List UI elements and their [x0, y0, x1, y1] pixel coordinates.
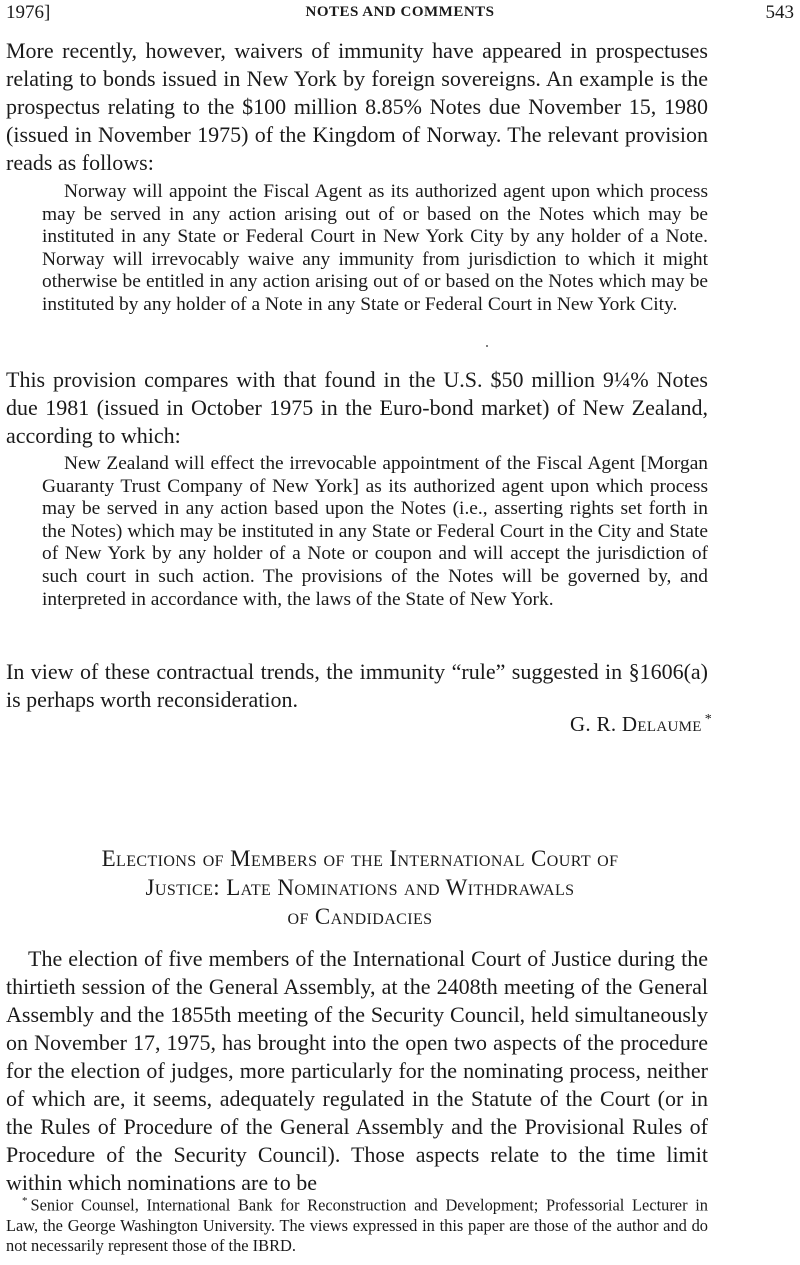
- author-signature: [570, 712, 712, 737]
- header-year: 1976]: [6, 2, 51, 23]
- section-title-line-1: Elections of Members of the International Court of: [101, 846, 619, 871]
- footnote-reference-mark: *: [704, 712, 712, 727]
- paragraph-new-zealand-comparison: This provision compares with that found in the U.S. $50 million 9¼% Notes due 1981 (issued in October 1975 in the Euro-bond market) of New Zealand, according to which:: [6, 367, 708, 448]
- quote-norway-provision: Norway will appoint the Fiscal Agent as its authorized agent upon which process may be served in any action arising out of or based on the Notes which may be instituted in any State or Federal Court in New York City by any holder of a Note. Norway will irrevocably waive any immunity from jurisdiction to which it might otherwise be entitled in any action arising out of or based on the Notes which may be instituted by any holder of a Note in any State or Federal Court in New York City.: [42, 181, 708, 315]
- section-title-line-2: Justice: Late Nominations and Withdrawals: [145, 875, 575, 900]
- quote-new-zealand-provision: New Zealand will effect the irrevocable appointment of the Fiscal Agent [Morgan Guaranty Trust Company of New York] as its authorized agent upon which process may be served in any action based upon the Notes (i.e., asserting rights set forth in the Notes) which may be instituted in any State or Federal Court in the City and State of New York by any holder of a Note or coupon and will accept the jurisdiction of such court in such action. The provisions of the Notes will be governed by, and interpreted in accordance with, the laws of the State of New York.: [42, 453, 708, 610]
- paragraph-icj-election: The election of five members of the International Court of Justice during the thirtieth session of the General Assembly, at the 2408th meeting of the General Assembly and the 1855th meeting of the Security Council, held simultaneously on November 17, 1975, has brought into the open two aspects of the procedure for the election of judges, more particularly for the nominating process, neither of which are, it seems, adequately regulated in the Statute of the Court (or in the Rules of Procedure of the General Assembly and the Provisional Rules of Procedure of the Security Council). Those aspects relate to the time limit within which nominations are to be: [6, 946, 708, 1195]
- print-speck: [486, 345, 488, 347]
- header-journal-title: NOTES AND COMMENTS: [305, 4, 495, 20]
- section-title: [20, 844, 700, 931]
- paragraph-reconsideration: In view of these contractual trends, the immunity “rule” suggested in §1606(a) is perhaps worth reconsideration.: [6, 659, 708, 712]
- running-header: [6, 2, 794, 28]
- footnote-mark: *: [22, 1195, 28, 1207]
- author-name: G. R. Delaume: [569, 712, 702, 736]
- footnote-text: Senior Counsel, International Bank for Reconstruction and Development; Professorial Lecturer in Law, the George Washington University. The views expressed in this paper are those of the author and do not necessarily represent those of the IBRD.: [6, 1195, 708, 1256]
- paragraph-waivers-intro: More recently, however, waivers of immunity have appeared in prospectuses relating to bonds issued in New York by foreign sovereigns. An example is the prospectus relating to the $100 million 8.85% Notes due November 15, 1980 (issued in November 1975) of the Kingdom of Norway. The relevant provision reads as follows:: [6, 38, 708, 175]
- section-title-line-3: of Candidacies: [287, 904, 433, 929]
- footnote: [6, 1191, 708, 1257]
- header-page-number: 543: [765, 2, 794, 23]
